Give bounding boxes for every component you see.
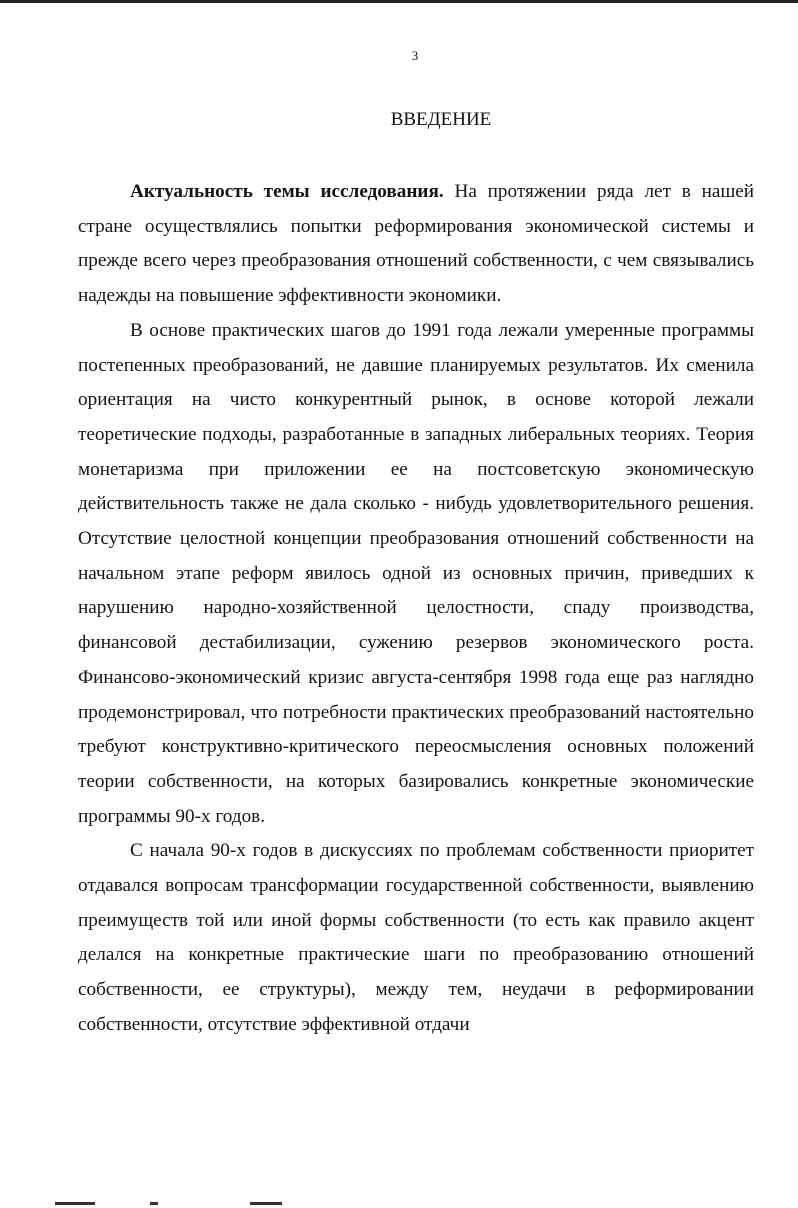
body-text: [78, 175, 754, 1043]
scan-mark: [250, 1202, 282, 1205]
scan-mark: [55, 1202, 95, 1205]
section-heading: ВВЕДЕНИЕ: [390, 109, 492, 130]
paragraph-2: [78, 314, 754, 835]
paragraph-lead: Актуальность темы исследования.: [130, 181, 444, 202]
paragraph-3: [78, 834, 754, 1042]
paragraph-text: В основе практических шагов до 1991 года лежали умеренные программы постепенных преобразований, не давшие планируемых результатов. Их сменила ориентация на чисто конкурентный рынок, в основе которой лежали теоретические подходы, разработанные в западных либеральных теориях. Теория монетаризма при приложении ее на постсоветскую экономическую действительность также не дала сколько - нибудь удовлетворительного решения. Отсутствие целостной концепции преобразования отношений собственности на начальном этапе реформ явилось одной из основных причин, приведших к нарушению народно-хозяйственной целостности, спаду производства, финансовой дестабилизации, сужению резервов экономического роста. Финансово-экономический кризис августа-сентября 1998 года еще раз наглядно продемонстрировал, что потребности практических преобразований настоятельно требуют конструктивно-критического переосмысления основных положений теории собственности, на которых базировались конкретные экономические программы 90-х годов.: [78, 319, 754, 827]
scan-bottom-edge: [0, 1198, 798, 1208]
paragraph-1: [78, 175, 754, 314]
scan-mark: [150, 1202, 158, 1205]
top-border-line: [0, 0, 798, 3]
page-number: 3: [411, 48, 419, 63]
paragraph-text: На протяжении ряда лет в нашей стране осуществлялись попытки реформирования экономической системы и прежде всего через преобразования отношений собственности, с чем связывались надежды на повышение эффективности экономики.: [78, 181, 755, 307]
paragraph-text: С начала 90-х годов в дискуссиях по проблемам собственности приоритет отдавался вопросам трансформации государственной собственности, выявлению преимуществ той или иной формы собственности (то есть как правило акцент делался на конкретные практические шаги по преобразованию отношений собственности, ее структуры), между тем, неудачи в реформировании собственности, отсутствие эффективной отдачи: [78, 840, 754, 1035]
